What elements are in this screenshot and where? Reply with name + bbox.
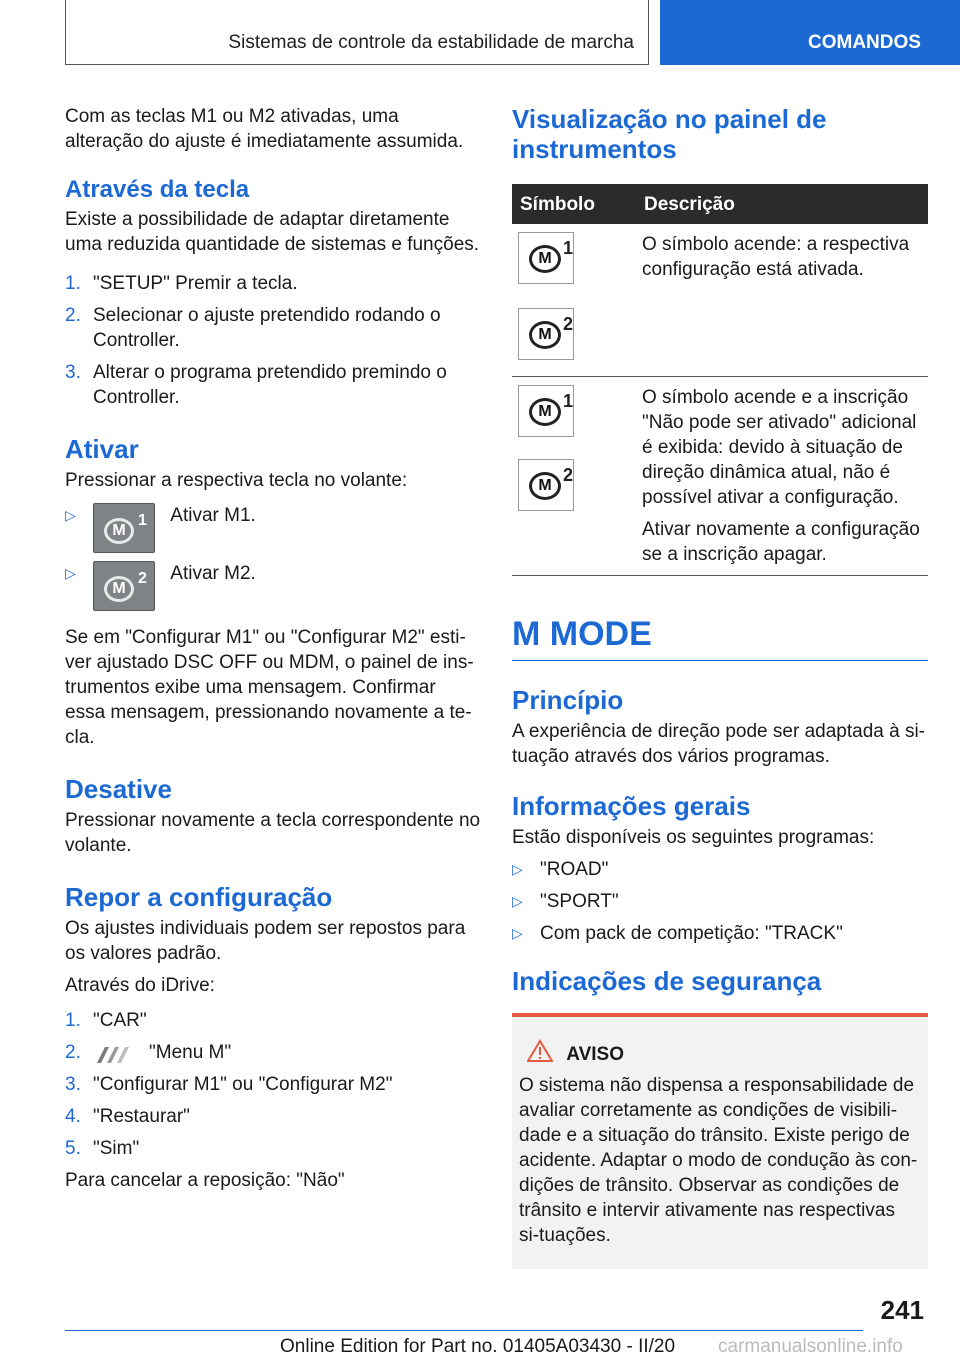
display-heading: Visualização no painel de instrumentos [512,104,827,164]
m-menu-icon [93,1045,139,1061]
list-item: 2. "Menu M" [65,1042,232,1063]
col-symbol-header: Símbolo [512,184,636,224]
activate-note: Se em "Configurar M1" ou "Configurar M2" esti-ver ajustado DSC OFF ou MDM, o painel de ins-trumentos exibe uma mensagem. Confirmar essa mensagem, pressionando novamente a te-cla. [65,627,474,748]
triangle-bullet-icon: ▷ [65,565,76,581]
via-key-steps [65,271,481,410]
page-number: 241 [880,1295,924,1325]
row2-description: O símbolo acende e a inscrição "Não pode ser ativado" adicional é exibida: devido à situação de direção dinâmica atual, não é possível ativar a configuração. [642,386,917,508]
reset-heading: Repor a configuração [65,882,333,912]
symbol-table [512,184,928,576]
principle-text: A experiência de direção pode ser adaptada à si-tuação através dos vários programas. [512,720,925,767]
reset-via: Através do iDrive: [65,975,215,996]
m2-button-icon: M 2 [93,561,155,611]
m1-button-icon: M 1 [93,503,155,553]
list-item: 4. "Restaurar" [65,1106,190,1127]
activate-m2-item [65,561,481,609]
list-item: 1. "SETUP" Premir a tecla. [65,273,298,294]
principle-heading: Princípio [512,684,624,715]
section-title: Sistemas de controle da estabilidade de marcha [228,32,634,53]
m1-symbol-icon: M 1 [518,232,574,284]
activate-m2-label: Ativar M2. [170,563,256,584]
footer-divider [65,1330,863,1331]
warning-box [512,1013,928,1269]
triangle-bullet-icon: ▷ [512,860,523,877]
reset-cancel: Para cancelar a reposição: "Não" [65,1170,345,1191]
list-item: ▷ "ROAD" [512,858,609,880]
left-column [65,104,481,1193]
general-text: Estão disponíveis os seguintes programas: [512,826,875,848]
m1-symbol-icon: M 1 [518,385,574,437]
warning-title: AVISO [566,1044,624,1065]
via-key-text: Existe a possibilidade de adaptar diretamente uma reduzida quantidade de sistemas e funções. [65,209,480,255]
triangle-bullet-icon: ▷ [512,892,523,909]
tab-comandos[interactable] [660,0,960,65]
mmode-heading: M MODE [512,614,928,661]
deactivate-heading: Desative [65,774,172,804]
program-list [512,857,928,946]
tab-label: COMANDOS [808,32,921,53]
reset-steps [65,1008,481,1161]
activate-text: Pressionar a respectiva tecla no volante: [65,470,408,491]
general-heading: Informações gerais [512,790,751,821]
table-row [512,376,928,575]
triangle-bullet-icon: ▷ [512,924,523,941]
safety-heading: Indicações de segurança [512,965,822,996]
reset-text: Os ajustes individuais podem ser repostos para os valores padrão. [65,918,466,964]
m2-symbol-icon: M 2 [518,459,574,511]
activate-m1-item [65,503,481,551]
warning-text: O sistema não dispensa a responsabilidade de avaliar corretamente as condições de visibili-dade e a situação do trânsito. Existe perigo de acidente. Adaptar o modo de condução às con-dições de trânsito. Observar as condições de trânsito e intervir ativamente nas respectivas si-tuações. [519,1075,918,1246]
list-item: 3. Alterar o programa pretendido premindo o Controller. [65,362,447,408]
m2-symbol-icon: M 2 [518,308,574,360]
warning-triangle-icon [527,1039,553,1070]
list-item: 2. Selecionar o ajuste pretendido rodando o Controller. [65,305,441,351]
triangle-bullet-icon: ▷ [65,507,76,523]
row2-description-2: Ativar novamente a configuração se a inscrição apagar. [642,518,920,565]
list-item: 5. "Sim" [65,1138,140,1159]
activate-heading: Ativar [65,434,139,464]
list-item: ▷ Com pack de competição: "TRACK" [512,922,843,944]
table-row [512,224,928,376]
activate-m1-label: Ativar M1. [170,505,256,526]
intro-text: Com as teclas M1 ou M2 ativadas, uma alteração do ajuste é imediatamente assumida. [65,106,464,152]
col-desc-header: Descrição [636,184,928,224]
list-item: ▷ "SPORT" [512,890,619,912]
list-item: 3. "Configurar M1" ou "Configurar M2" [65,1074,393,1095]
edition-text: Online Edition for Part no. 01405A03430 - II/20 [280,1336,676,1357]
header-title-box [65,0,649,65]
row1-description: O símbolo acende: a respectiva configuração está ativada. [642,234,910,280]
list-item: 1. "CAR" [65,1010,147,1031]
deactivate-text: Pressionar novamente a tecla correspondente no volante. [65,810,481,856]
right-column [512,104,928,996]
watermark-text: carmanualsonline.info [718,1336,903,1357]
via-key-heading: Através da tecla [65,176,250,203]
warning-header [519,1039,920,1067]
